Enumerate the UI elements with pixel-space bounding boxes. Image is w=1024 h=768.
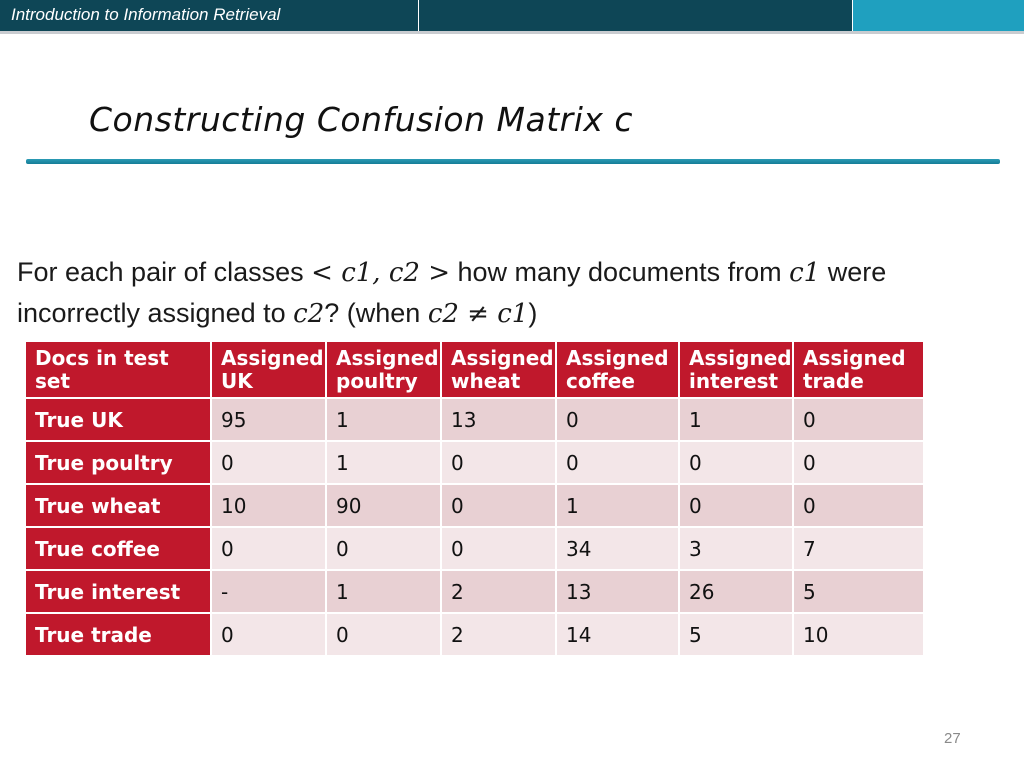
table-cell: 0 bbox=[794, 485, 923, 526]
header-label-line2: poultry bbox=[336, 368, 418, 393]
question-text-segment: incorrectly assigned to bbox=[17, 298, 294, 328]
table-cell: 0 bbox=[442, 442, 555, 483]
confusion-matrix-table bbox=[24, 340, 925, 657]
table-cell: 0 bbox=[212, 442, 325, 483]
row-label: True interest bbox=[26, 571, 210, 612]
header-label-line1: Assigned bbox=[689, 345, 792, 370]
header-accent-block bbox=[853, 0, 1024, 31]
table-cell: 1 bbox=[680, 399, 792, 440]
question-text-segment: ? (when bbox=[324, 298, 428, 328]
table-cell: 13 bbox=[442, 399, 555, 440]
header-label-line2: wheat bbox=[451, 368, 521, 393]
table-row bbox=[26, 442, 923, 483]
header-label-line1: Assigned bbox=[336, 345, 439, 370]
table-cell: 26 bbox=[680, 571, 792, 612]
row-label: True poultry bbox=[26, 442, 210, 483]
table-cell: 0 bbox=[680, 485, 792, 526]
table-cell: 1 bbox=[557, 485, 678, 526]
question-text-segment: For each pair of classes bbox=[17, 257, 312, 287]
table-cell: 10 bbox=[794, 614, 923, 655]
math-class-pair: < c1, c2 > bbox=[311, 258, 450, 288]
table-cell: - bbox=[212, 571, 325, 612]
table-cell: 95 bbox=[212, 399, 325, 440]
table-cell: 90 bbox=[327, 485, 440, 526]
table-cell: 0 bbox=[794, 442, 923, 483]
math-c1: c1 bbox=[789, 258, 821, 288]
row-label: True wheat bbox=[26, 485, 210, 526]
header-label: Docs in test set bbox=[35, 345, 169, 393]
table-cell: 5 bbox=[680, 614, 792, 655]
table-cell: 0 bbox=[212, 528, 325, 569]
header-assigned-interest bbox=[680, 342, 792, 397]
page-number: 27 bbox=[944, 730, 961, 747]
table-cell: 1 bbox=[327, 442, 440, 483]
header-middle-block bbox=[419, 0, 852, 31]
table-cell: 0 bbox=[442, 485, 555, 526]
course-title: Introduction to Information Retrieval bbox=[11, 5, 281, 24]
table-cell: 14 bbox=[557, 614, 678, 655]
table-cell: 2 bbox=[442, 571, 555, 612]
header-label-line2: interest bbox=[689, 368, 779, 393]
row-label: True UK bbox=[26, 399, 210, 440]
table-row bbox=[26, 528, 923, 569]
table-cell: 0 bbox=[557, 442, 678, 483]
table-cell: 10 bbox=[212, 485, 325, 526]
table-cell: 0 bbox=[557, 399, 678, 440]
table-cell: 0 bbox=[794, 399, 923, 440]
question-text bbox=[17, 252, 886, 334]
header-assigned-wheat bbox=[442, 342, 555, 397]
table-cell: 1 bbox=[327, 399, 440, 440]
question-text-segment: how many documents from bbox=[449, 257, 790, 287]
table-row bbox=[26, 571, 923, 612]
question-text-segment: ) bbox=[528, 298, 538, 328]
table-cell: 3 bbox=[680, 528, 792, 569]
math-inequality: c2 ≠ c1 bbox=[427, 299, 529, 329]
header-label-line2: coffee bbox=[566, 368, 635, 393]
question-line-1 bbox=[17, 252, 886, 293]
header-assigned-poultry bbox=[327, 342, 440, 397]
table-row bbox=[26, 614, 923, 655]
table-cell: 0 bbox=[327, 614, 440, 655]
table-cell: 0 bbox=[442, 528, 555, 569]
question-line-2 bbox=[17, 293, 886, 334]
table-cell: 1 bbox=[327, 571, 440, 612]
table-cell: 5 bbox=[794, 571, 923, 612]
title-underline bbox=[26, 159, 1000, 164]
table-cell: 2 bbox=[442, 614, 555, 655]
header-assigned-trade bbox=[794, 342, 923, 397]
table-header-row bbox=[26, 342, 923, 397]
header-label-line2: trade bbox=[803, 368, 864, 393]
table-cell: 0 bbox=[212, 614, 325, 655]
table-row bbox=[26, 399, 923, 440]
question-text-segment: were bbox=[820, 257, 887, 287]
header-assigned-coffee bbox=[557, 342, 678, 397]
header-assigned-uk bbox=[212, 342, 325, 397]
slide-title: Constructing Confusion Matrix c bbox=[89, 100, 634, 139]
table-cell: 0 bbox=[680, 442, 792, 483]
header-docs-in-test-set bbox=[26, 342, 210, 397]
header-label-line1: Assigned bbox=[451, 345, 554, 370]
header-label-line2: UK bbox=[221, 368, 253, 393]
table-cell: 0 bbox=[327, 528, 440, 569]
header-label-line1: Assigned bbox=[566, 345, 669, 370]
table-cell: 13 bbox=[557, 571, 678, 612]
header-label-line1: Assigned bbox=[221, 345, 324, 370]
row-label: True trade bbox=[26, 614, 210, 655]
header-divider bbox=[0, 31, 1024, 34]
header-bar bbox=[0, 0, 1024, 34]
math-c2: c2 bbox=[293, 299, 325, 329]
header-label-line1: Assigned bbox=[803, 345, 906, 370]
row-label: True coffee bbox=[26, 528, 210, 569]
table-cell: 7 bbox=[794, 528, 923, 569]
table-row bbox=[26, 485, 923, 526]
table-cell: 34 bbox=[557, 528, 678, 569]
